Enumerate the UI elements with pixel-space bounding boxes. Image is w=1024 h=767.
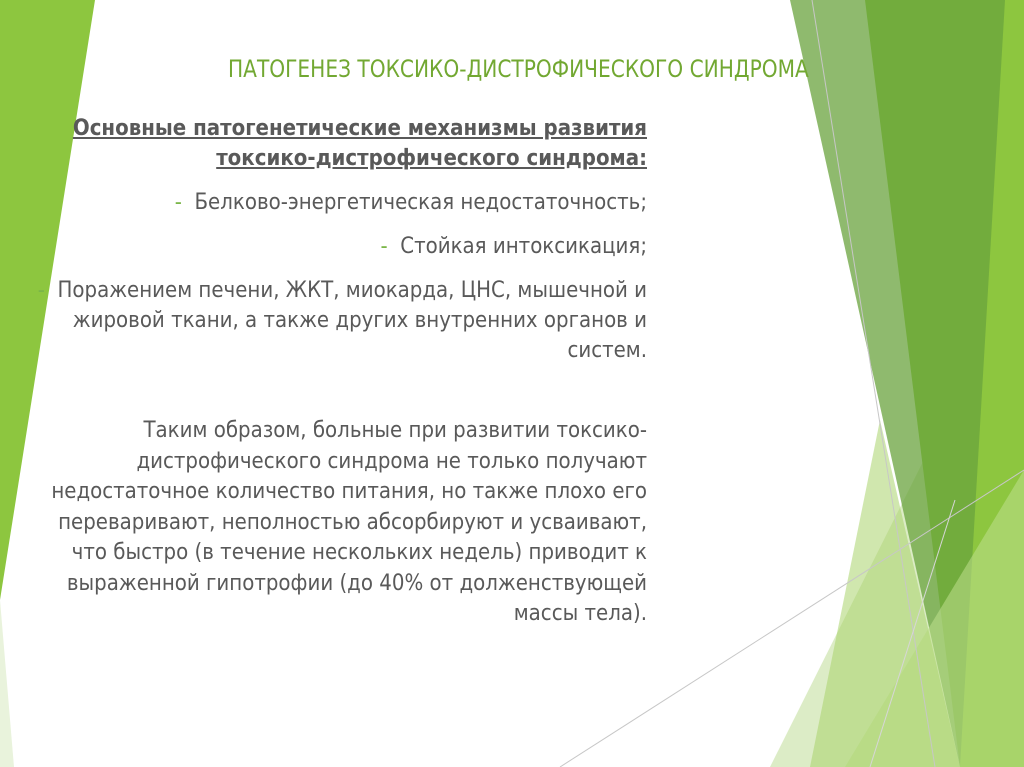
list-item-text: Белково-энергетическая недостаточность;: [194, 190, 647, 215]
list-item: [20, 276, 647, 366]
list-dash: -: [380, 234, 388, 259]
list-dash: -: [37, 278, 45, 303]
section-heading: Основные патогенетические механизмы развития токсико-дистрофического синдрома:: [72, 116, 647, 171]
slide-body: [20, 114, 647, 630]
list-item-text: Стойкая интоксикация;: [400, 234, 647, 259]
left-pale-strip: [0, 600, 14, 767]
list-item: [20, 188, 647, 218]
slide-title: ПАТОГЕНЕЗ ТОКСИКО-ДИСТРОФИЧЕСКОГО СИНДРОМА: [228, 55, 809, 83]
summary-paragraph: Таким образом, больные при развитии токсико-дистрофического синдрома не только получают недостаточное количество питания, но также плохо его переваривают, неполностью абсорбируют и усваивают, что быстро (в течение нескольких недель) приводит к выраженной гипотрофии (до 40% от долженствующей массы тела).: [51, 418, 647, 626]
list-item: [20, 232, 647, 262]
list-dash: -: [174, 190, 182, 215]
list-item-text: Поражением печени, ЖКТ, миокарда, ЦНС, мышечной и жировой ткани, а также других внутренних органов и систем.: [57, 278, 647, 363]
